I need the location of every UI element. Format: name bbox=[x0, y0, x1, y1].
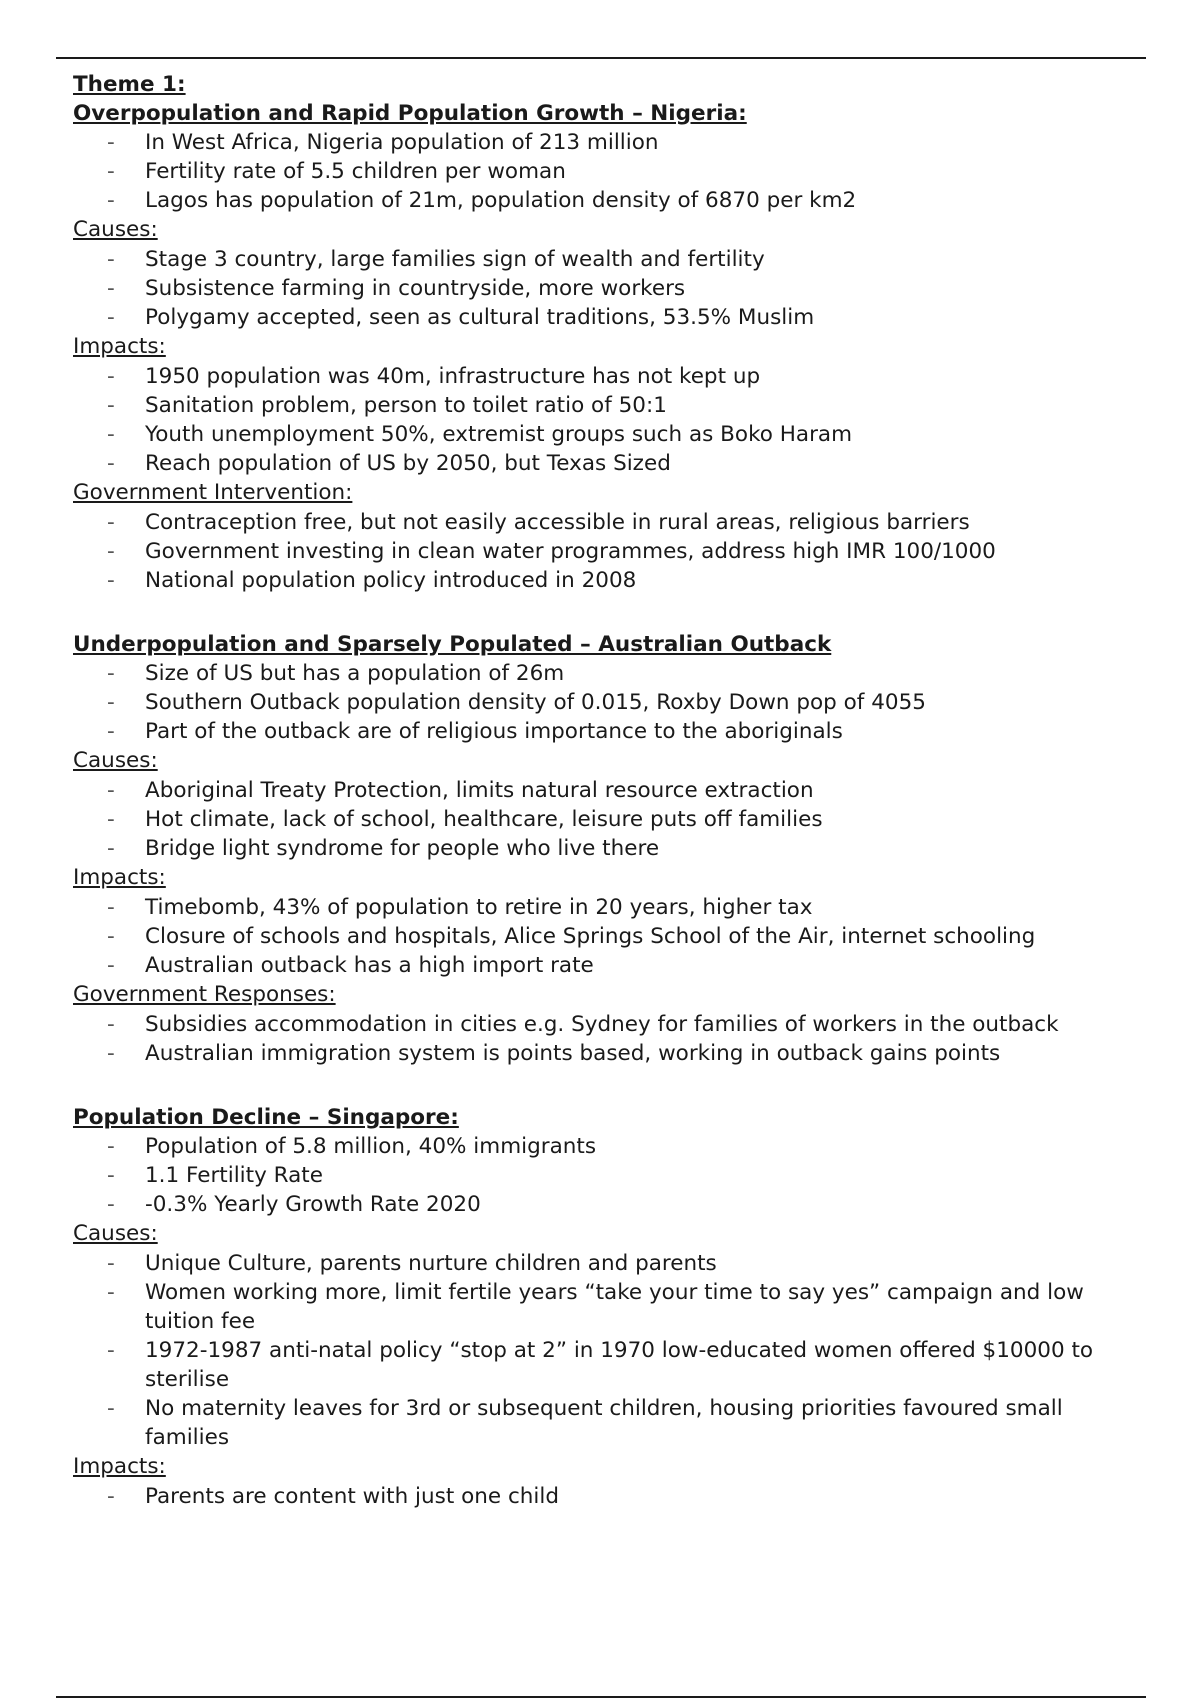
bullet-list bbox=[73, 893, 1143, 980]
subsection-heading: Government Responses: bbox=[73, 982, 336, 1007]
list-item-text: Southern Outback population density of 0.015, Roxby Down pop of 4055 bbox=[145, 690, 926, 715]
list-item-text: Part of the outback are of religious importance to the aboriginals bbox=[145, 719, 843, 744]
list-item bbox=[73, 951, 1143, 980]
bottom-rule bbox=[56, 1696, 1146, 1698]
bullet-list bbox=[73, 245, 1143, 332]
list-item-text: Subsidies accommodation in cities e.g. Sydney for families of workers in the outback bbox=[145, 1012, 1059, 1037]
list-item-text: 1950 population was 40m, infrastructure has not kept up bbox=[145, 364, 761, 389]
list-item-text: Australian outback has a high import rate bbox=[145, 953, 594, 978]
subsection-heading: Impacts: bbox=[73, 865, 166, 890]
list-item bbox=[73, 1249, 1143, 1278]
list-item-text: Subsistence farming in countryside, more workers bbox=[145, 276, 686, 301]
list-item-text: Women working more, limit fertile years “take your time to say yes” campaign and low tuition fee bbox=[145, 1280, 1084, 1334]
bullet-list bbox=[73, 1132, 1143, 1219]
dash-bullet-icon: - bbox=[107, 953, 115, 978]
dash-bullet-icon: - bbox=[107, 807, 115, 832]
bullet-list bbox=[73, 776, 1143, 863]
dash-bullet-icon: - bbox=[107, 247, 115, 272]
dash-bullet-icon: - bbox=[107, 1251, 115, 1276]
dash-bullet-icon: - bbox=[107, 130, 115, 155]
dash-bullet-icon: - bbox=[107, 539, 115, 564]
list-item bbox=[73, 128, 1143, 157]
bullet-list bbox=[73, 1249, 1143, 1452]
list-item bbox=[73, 245, 1143, 274]
dash-bullet-icon: - bbox=[107, 393, 115, 418]
list-item bbox=[73, 1482, 1143, 1511]
list-item-text: Reach population of US by 2050, but Texas Sized bbox=[145, 451, 671, 476]
list-item bbox=[73, 1010, 1143, 1039]
top-rule bbox=[56, 57, 1146, 59]
dash-bullet-icon: - bbox=[107, 159, 115, 184]
list-item bbox=[73, 1190, 1143, 1219]
dash-bullet-icon: - bbox=[107, 1041, 115, 1066]
dash-bullet-icon: - bbox=[107, 1338, 115, 1363]
list-item-text: Youth unemployment 50%, extremist groups such as Boko Haram bbox=[145, 422, 853, 447]
list-item bbox=[73, 717, 1143, 746]
list-item bbox=[73, 893, 1143, 922]
list-item bbox=[73, 834, 1143, 863]
subsection-heading: Causes: bbox=[73, 748, 158, 773]
list-item bbox=[73, 1394, 1143, 1452]
dash-bullet-icon: - bbox=[107, 1012, 115, 1037]
list-item-text: Polygamy accepted, seen as cultural traditions, 53.5% Muslim bbox=[145, 305, 815, 330]
dash-bullet-icon: - bbox=[107, 568, 115, 593]
dash-bullet-icon: - bbox=[107, 1192, 115, 1217]
list-item-text: Size of US but has a population of 26m bbox=[145, 661, 565, 686]
document-body bbox=[73, 70, 1143, 1511]
list-item bbox=[73, 303, 1143, 332]
theme-title: Theme 1: bbox=[73, 72, 186, 97]
list-item-text: Contraception free, but not easily accessible in rural areas, religious barriers bbox=[145, 510, 970, 535]
list-item-text: Timebomb, 43% of population to retire in 20 years, higher tax bbox=[145, 895, 813, 920]
dash-bullet-icon: - bbox=[107, 422, 115, 447]
list-item bbox=[73, 420, 1143, 449]
subsection-heading: Causes: bbox=[73, 217, 158, 242]
sections-container bbox=[73, 99, 1143, 1511]
section bbox=[73, 630, 1143, 1068]
dash-bullet-icon: - bbox=[107, 1280, 115, 1305]
list-item-text: In West Africa, Nigeria population of 213 million bbox=[145, 130, 659, 155]
list-item-text: Population of 5.8 million, 40% immigrants bbox=[145, 1134, 597, 1159]
bullet-list bbox=[73, 508, 1143, 595]
list-item bbox=[73, 508, 1143, 537]
list-item bbox=[73, 157, 1143, 186]
bullet-list bbox=[73, 128, 1143, 215]
section-title: Underpopulation and Sparsely Populated – Australian Outback bbox=[73, 632, 832, 657]
subsection-heading: Impacts: bbox=[73, 334, 166, 359]
section-title: Overpopulation and Rapid Population Growth – Nigeria: bbox=[73, 101, 747, 126]
list-item bbox=[73, 537, 1143, 566]
list-item bbox=[73, 391, 1143, 420]
dash-bullet-icon: - bbox=[107, 305, 115, 330]
list-item-text: No maternity leaves for 3rd or subsequent children, housing priorities favoured small families bbox=[145, 1396, 1063, 1450]
list-item bbox=[73, 186, 1143, 215]
list-item-text: National population policy introduced in 2008 bbox=[145, 568, 637, 593]
bullet-list bbox=[73, 1482, 1143, 1511]
list-item-text: Aboriginal Treaty Protection, limits natural resource extraction bbox=[145, 778, 814, 803]
dash-bullet-icon: - bbox=[107, 1163, 115, 1188]
list-item bbox=[73, 1278, 1143, 1336]
list-item-text: Stage 3 country, large families sign of wealth and fertility bbox=[145, 247, 765, 272]
dash-bullet-icon: - bbox=[107, 836, 115, 861]
dash-bullet-icon: - bbox=[107, 1484, 115, 1509]
list-item-text: Government investing in clean water programmes, address high IMR 100/1000 bbox=[145, 539, 996, 564]
list-item-text: Parents are content with just one child bbox=[145, 1484, 560, 1509]
list-item bbox=[73, 566, 1143, 595]
dash-bullet-icon: - bbox=[107, 364, 115, 389]
section-title: Population Decline – Singapore: bbox=[73, 1105, 459, 1130]
list-item-text: 1972-1987 anti-natal policy “stop at 2” in 1970 low-educated women offered $10000 to sterilise bbox=[145, 1338, 1094, 1392]
list-item bbox=[73, 776, 1143, 805]
dash-bullet-icon: - bbox=[107, 188, 115, 213]
dash-bullet-icon: - bbox=[107, 276, 115, 301]
bullet-list bbox=[73, 1010, 1143, 1068]
list-item bbox=[73, 1336, 1143, 1394]
list-item bbox=[73, 449, 1143, 478]
list-item-text: Sanitation problem, person to toilet ratio of 50:1 bbox=[145, 393, 667, 418]
list-item bbox=[73, 1161, 1143, 1190]
list-item-text: -0.3% Yearly Growth Rate 2020 bbox=[145, 1192, 481, 1217]
dash-bullet-icon: - bbox=[107, 778, 115, 803]
dash-bullet-icon: - bbox=[107, 451, 115, 476]
list-item bbox=[73, 922, 1143, 951]
bullet-list bbox=[73, 362, 1143, 478]
list-item bbox=[73, 274, 1143, 303]
list-item-text: 1.1 Fertility Rate bbox=[145, 1163, 323, 1188]
list-item bbox=[73, 1132, 1143, 1161]
list-item-text: Hot climate, lack of school, healthcare, leisure puts off families bbox=[145, 807, 823, 832]
subsection-heading: Government Intervention: bbox=[73, 480, 353, 505]
list-item-text: Lagos has population of 21m, population density of 6870 per km2 bbox=[145, 188, 857, 213]
subsection-heading: Impacts: bbox=[73, 1454, 166, 1479]
dash-bullet-icon: - bbox=[107, 1396, 115, 1421]
section bbox=[73, 99, 1143, 595]
list-item-text: Fertility rate of 5.5 children per woman bbox=[145, 159, 566, 184]
dash-bullet-icon: - bbox=[107, 661, 115, 686]
dash-bullet-icon: - bbox=[107, 895, 115, 920]
list-item bbox=[73, 362, 1143, 391]
list-item bbox=[73, 688, 1143, 717]
list-item bbox=[73, 805, 1143, 834]
dash-bullet-icon: - bbox=[107, 510, 115, 535]
dash-bullet-icon: - bbox=[107, 719, 115, 744]
list-item bbox=[73, 659, 1143, 688]
section bbox=[73, 1103, 1143, 1511]
list-item-text: Unique Culture, parents nurture children and parents bbox=[145, 1251, 717, 1276]
dash-bullet-icon: - bbox=[107, 1134, 115, 1159]
dash-bullet-icon: - bbox=[107, 924, 115, 949]
subsection-heading: Causes: bbox=[73, 1221, 158, 1246]
bullet-list bbox=[73, 659, 1143, 746]
list-item-text: Australian immigration system is points based, working in outback gains points bbox=[145, 1041, 1001, 1066]
list-item-text: Closure of schools and hospitals, Alice Springs School of the Air, internet schooling bbox=[145, 924, 1036, 949]
dash-bullet-icon: - bbox=[107, 690, 115, 715]
list-item-text: Bridge light syndrome for people who live there bbox=[145, 836, 660, 861]
list-item bbox=[73, 1039, 1143, 1068]
